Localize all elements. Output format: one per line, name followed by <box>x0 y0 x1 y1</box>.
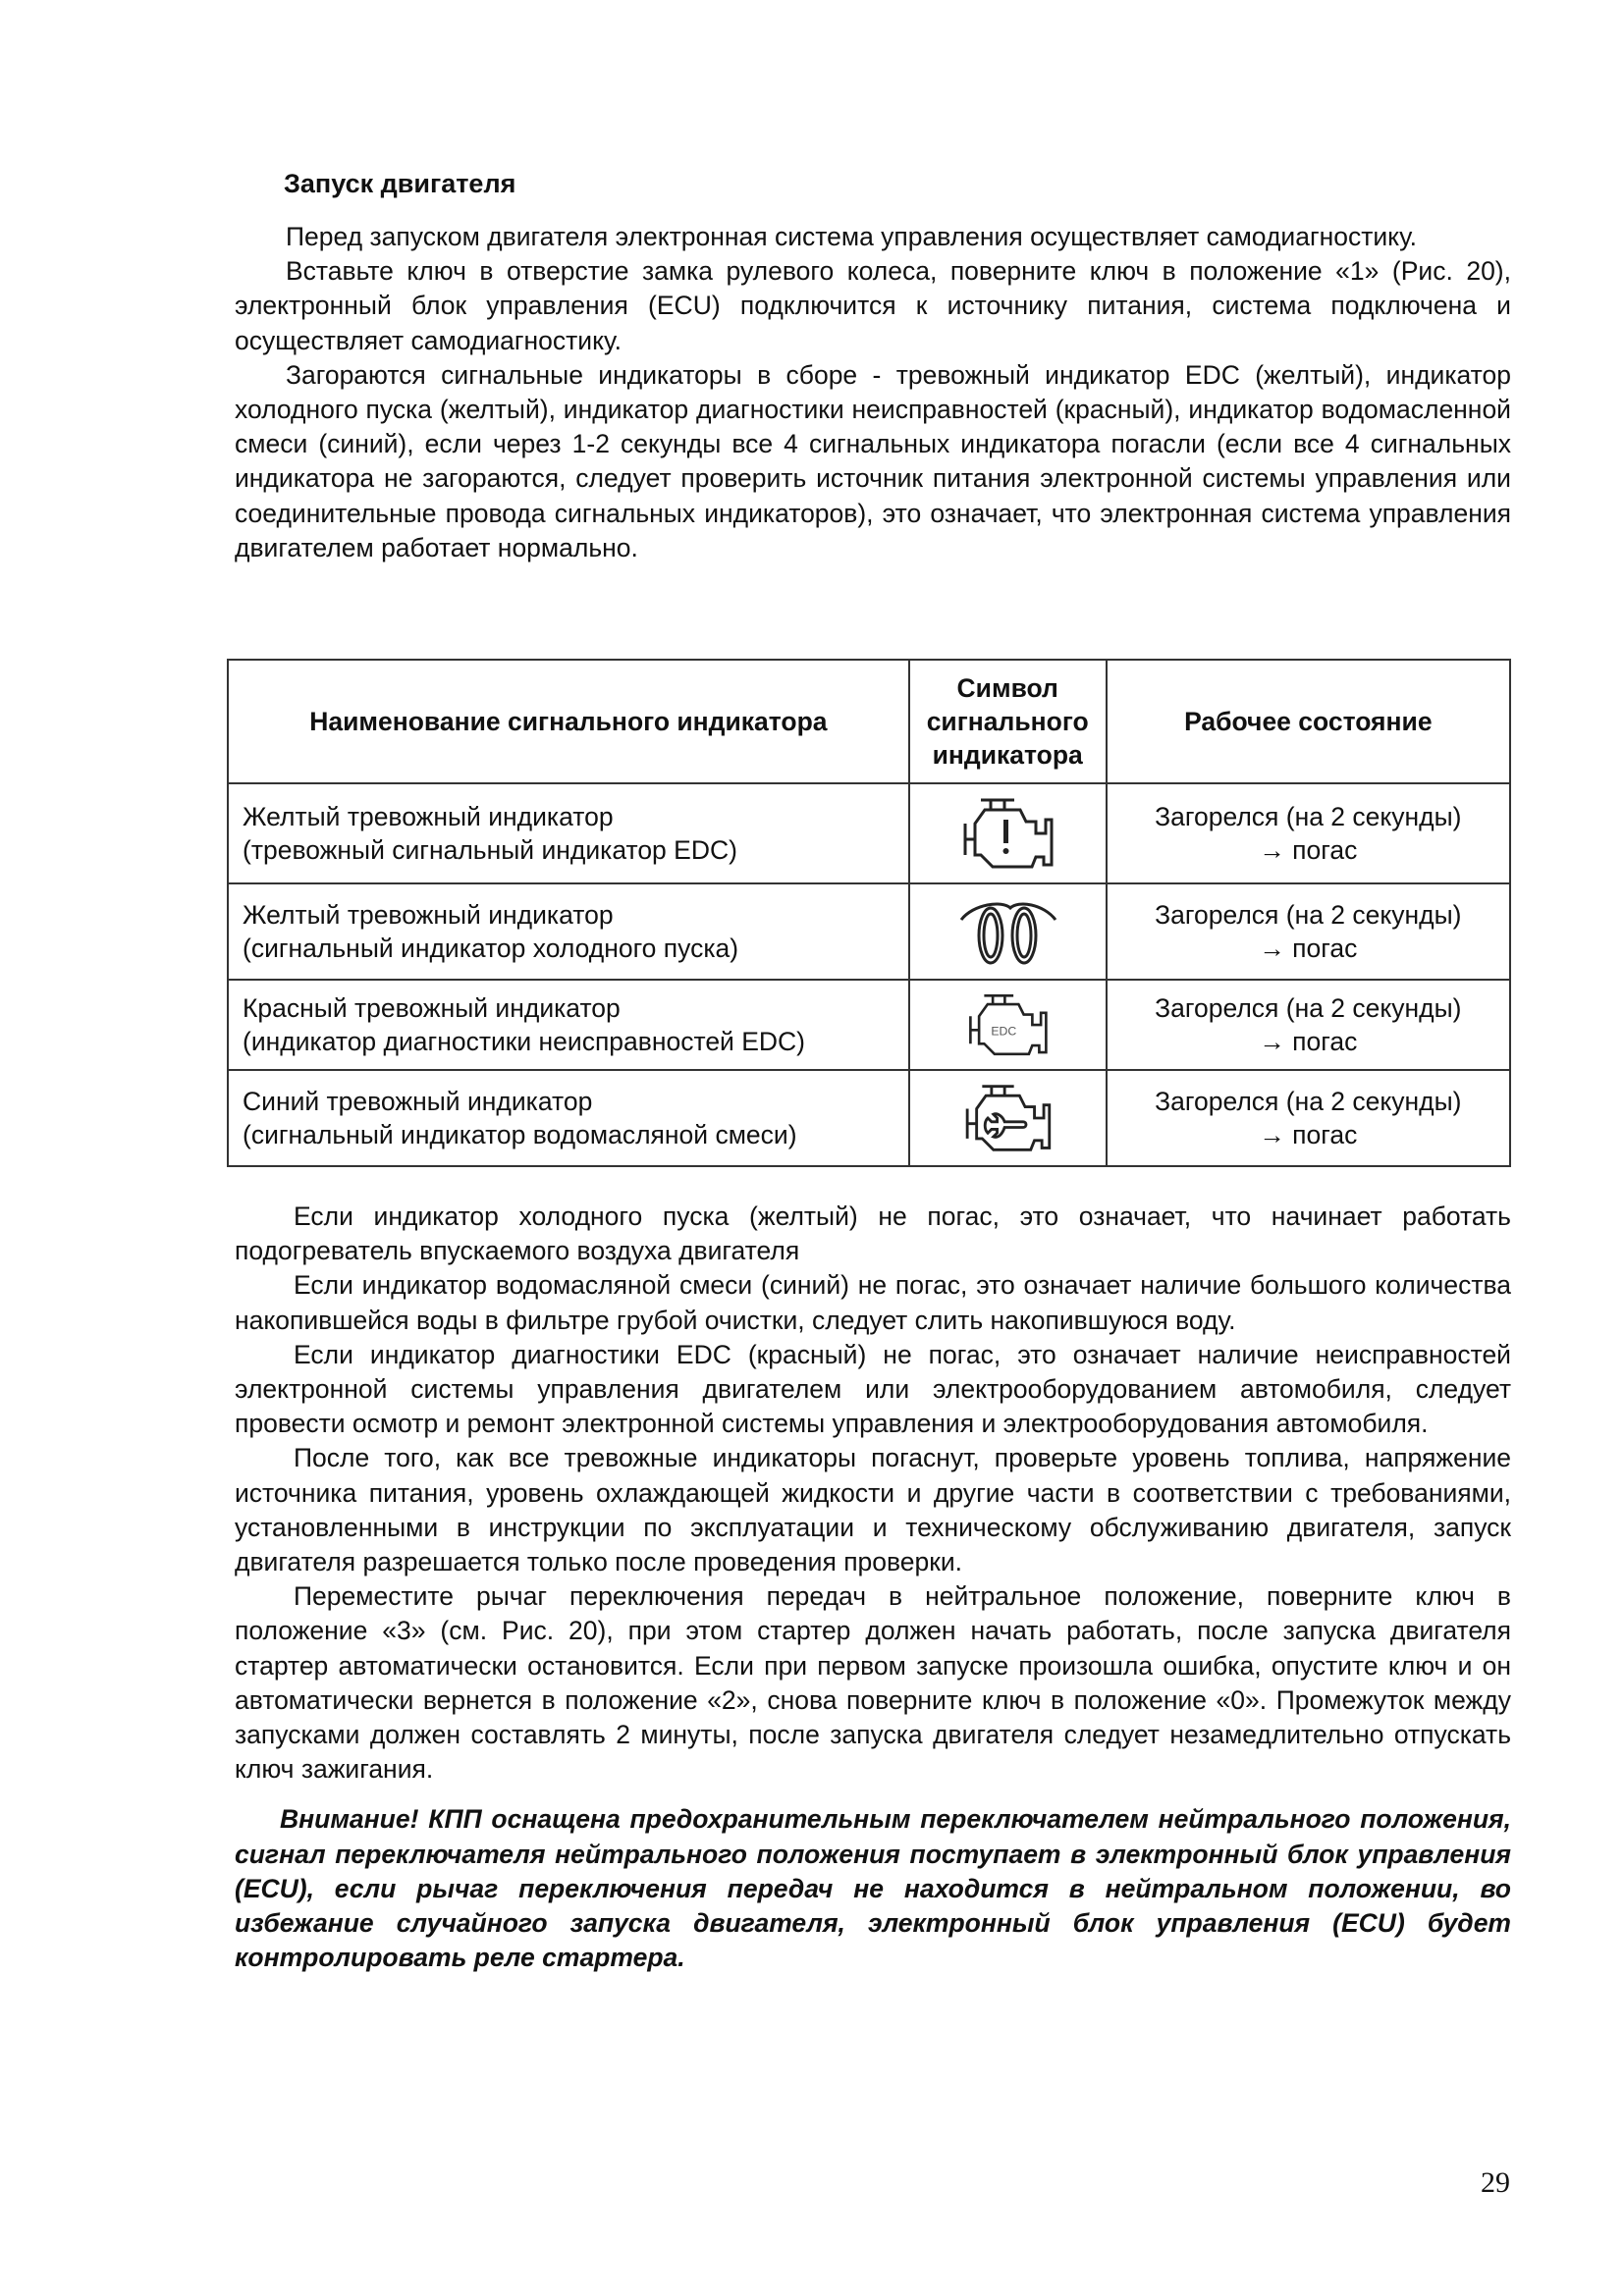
indicator-name-line: Синий тревожный индикатор <box>243 1087 593 1116</box>
indicator-name-line: Желтый тревожный индикатор <box>243 900 614 930</box>
indicator-name-desc: (сигнальный индикатор холодного пуска) <box>243 934 739 963</box>
paragraph: Вставьте ключ в отверстие замка рулевого колеса, поверните ключ в положение «1» (Рис. 20), электронный блок управления (ECU) подключится к источнику питания, система подключена и осуществляет самодиагностику. <box>235 256 1511 355</box>
state-line: Загорелся (на 2 секунды) <box>1155 993 1462 1023</box>
operating-state <box>1107 783 1510 883</box>
operating-state <box>1107 980 1510 1070</box>
state-result: → погас <box>1259 934 1358 963</box>
indicator-symbol-cell <box>909 783 1107 883</box>
after-table-section <box>235 1200 1511 1975</box>
indicator-name-desc: (тревожный сигнальный индикатор EDC) <box>243 835 737 865</box>
header-indicator-name: Наименование сигнального индикатора <box>228 660 909 783</box>
paragraph: Если индикатор диагностики EDC (красный) не погас, это означает наличие неисправностей электронной системы управления двигателем или электрооборудованием автомобиля, следует провести осмотр и ремонт электронной системы управления и электрооборудования автомобиля. <box>235 1339 1511 1439</box>
edc-symbol-text: EDC <box>991 1024 1017 1039</box>
indicator-name-desc: (индикатор диагностики неисправностей EDC) <box>243 1027 805 1056</box>
header-operating-state: Рабочее состояние <box>1107 660 1510 783</box>
operating-state <box>1107 1070 1510 1166</box>
indicator-table <box>227 659 1511 1167</box>
section-title: Запуск двигателя <box>284 169 516 198</box>
state-result: → погас <box>1259 835 1358 865</box>
paragraph: Загораются сигнальные индикаторы в сборе - тревожный индикатор EDC (желтый), индикатор холодного пуска (желтый), индикатор диагностики неисправностей (красный), индикатор водомасленной смеси (синий), если через 1-2 секунды все 4 сигнальных индикатора погасли (если все 4 сигнальных индикатора не загораются, следует проверить источник питания электронной системы управления или соединительные провода сигнальных индикаторов), это означает, что электронная система управления двигателем работает нормально. <box>235 359 1511 562</box>
table-row <box>228 883 1510 980</box>
state-line: Загорелся (на 2 секунды) <box>1155 900 1462 930</box>
state-line: Загорелся (на 2 секунды) <box>1155 802 1462 831</box>
engine-wrench-icon <box>953 1081 1061 1155</box>
state-result: → погас <box>1259 1120 1358 1149</box>
intro-section <box>235 167 1511 565</box>
table-row <box>228 980 1510 1070</box>
indicator-symbol-cell <box>909 980 1107 1070</box>
paragraph: Перед запуском двигателя электронная система управления осуществляет самодиагностику. <box>286 222 1418 251</box>
paragraph: Если индикатор водомасляной смеси (синий) не погас, это означает наличие большого количества накопившейся воды в фильтре грубой очистки, следует слить накопившуюся воду. <box>235 1270 1511 1335</box>
indicator-name <box>228 1070 909 1166</box>
warning-note: Внимание! КПП оснащена предохранительным переключателем нейтрального положения, сигнал переключателя нейтрального положения поступает в электронный блок управления (ECU), если рычаг переключения передач не находится в нейтральном положении, во избежание случайного запуска двигателя, электронный блок управления (ECU) будет контролировать реле стартера. <box>235 1804 1511 1973</box>
paragraph: После того, как все тревожные индикаторы погаснут, проверьте уровень топлива, напряжение источника питания, уровень охлаждающей жидкости и другие части в соответствии с требованиями, установленными в инструкции по эксплуатации и техническому обслуживанию двигателя, запуск двигателя разрешается только после проведения проверки. <box>235 1443 1511 1577</box>
operating-state <box>1107 883 1510 980</box>
table-row <box>228 783 1510 883</box>
glow-plug-icon <box>953 894 1061 969</box>
indicator-name <box>228 883 909 980</box>
header-indicator-symbol: Символ сигнального индикатора <box>909 660 1107 783</box>
state-line: Загорелся (на 2 секунды) <box>1155 1087 1462 1116</box>
indicator-name <box>228 980 909 1070</box>
indicator-name-line: Желтый тревожный индикатор <box>243 802 614 831</box>
indicator-name-desc: (сигнальный индикатор водомасляной смеси) <box>243 1120 797 1149</box>
page-number: 29 <box>1481 2166 1510 2199</box>
paragraph: Если индикатор холодного пуска (желтый) не погас, это означает, что начинает работать подогреватель впускаемого воздуха двигателя <box>235 1201 1511 1266</box>
indicator-name <box>228 783 909 883</box>
engine-edc-icon <box>958 990 1056 1059</box>
indicator-symbol-cell <box>909 883 1107 980</box>
paragraph: Переместите рычаг переключения передач в нейтральное положение, поверните ключ в положение «3» (см. Рис. 20), при этом стартер должен начать работать, после запуска двигателя стартер автоматически остановится. Если при первом запуске произошла ошибка, опустите ключ и он автоматически вернется в положение «2», снова поверните ключ в положение «0». Промежуток между запусками должен составлять 2 минуты, после запуска двигателя следует незамедлительно отпускать ключ зажигания. <box>235 1581 1511 1785</box>
indicator-name-line: Красный тревожный индикатор <box>243 993 621 1023</box>
table-row <box>228 1070 1510 1166</box>
state-result: → погас <box>1259 1027 1358 1056</box>
indicator-symbol-cell <box>909 1070 1107 1166</box>
engine-warning-icon <box>953 794 1061 873</box>
table-header-row <box>228 660 1510 783</box>
